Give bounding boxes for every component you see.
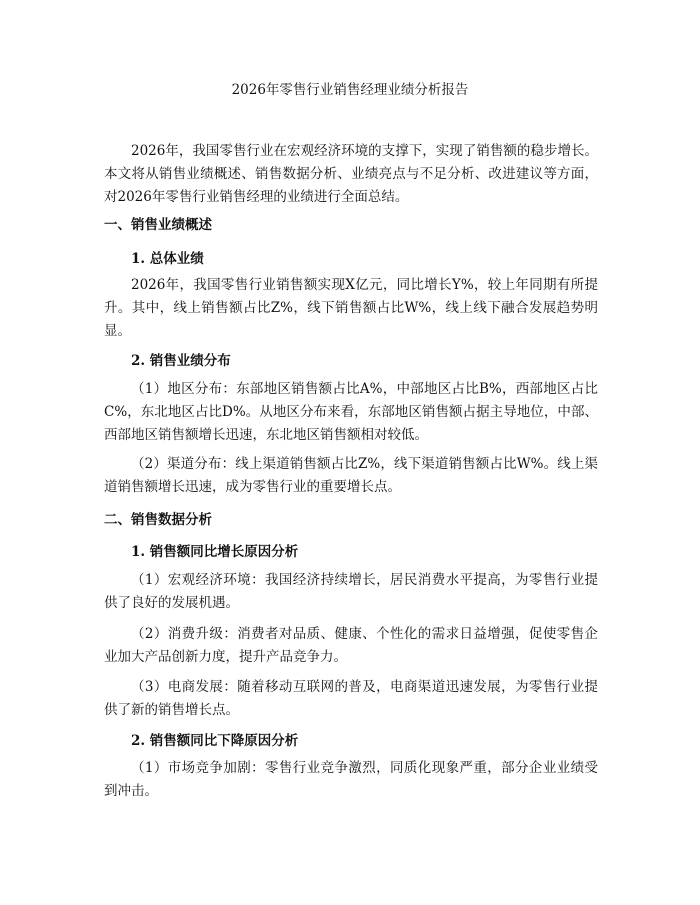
ecommerce-paragraph: （3）电商发展：随着移动互联网的普及，电商渠道迅速发展，为零售行业提供了新的销售增长点。 xyxy=(104,679,598,718)
subheading-decline-reasons: 2. 销售额同比下降原因分析 xyxy=(131,733,299,749)
subheading-growth-reasons: 1. 销售额同比增长原因分析 xyxy=(131,544,299,560)
section-heading-sales-overview: 一、销售业绩概述 xyxy=(104,217,212,233)
regional-distribution-paragraph: （1）地区分布：东部地区销售额占比A%，中部地区占比B%，西部地区占比C%，东北地区占比D%。从地区分布来看，东部地区销售额占据主导地位，中部、西部地区销售额增长迅速，东北地区销售额相对较低。 xyxy=(104,381,598,443)
consumption-upgrade-paragraph: （2）消费升级：消费者对品质、健康、个性化的需求日益增强，促使零售企业加大产品创新力度，提升产品竞争力。 xyxy=(104,626,598,665)
intro-paragraph: 2026年，我国零售行业在宏观经济环境的支撑下，实现了销售额的稳步增长。本文将从销售业绩概述、销售数据分析、业绩亮点与不足分析、改进建议等方面，对2026年零售行业销售经理的业绩进行全面总结。 xyxy=(104,143,598,205)
section-heading-sales-data-analysis: 二、销售数据分析 xyxy=(104,512,212,528)
subheading-overall-performance: 1. 总体业绩 xyxy=(131,251,204,267)
channel-distribution-paragraph: （2）渠道分布：线上渠道销售额占比Z%，线下渠道销售额占比W%。线上渠道销售额增长迅速，成为零售行业的重要增长点。 xyxy=(104,456,598,495)
document-title: 2026年零售行业销售经理业绩分析报告 xyxy=(231,82,469,98)
market-competition-paragraph: （1）市场竞争加剧：零售行业竞争激烈，同质化现象严重，部分企业业绩受到冲击。 xyxy=(104,760,598,799)
subheading-performance-distribution: 2. 销售业绩分布 xyxy=(131,353,231,369)
macro-economy-paragraph: （1）宏观经济环境：我国经济持续增长，居民消费水平提高，为零售行业提供了良好的发展机遇。 xyxy=(104,572,598,611)
overall-performance-paragraph: 2026年，我国零售行业销售额实现X亿元，同比增长Y%，较上年同期有所提升。其中，线上销售额占比Z%，线下销售额占比W%，线上线下融合发展趋势明显。 xyxy=(104,277,598,339)
